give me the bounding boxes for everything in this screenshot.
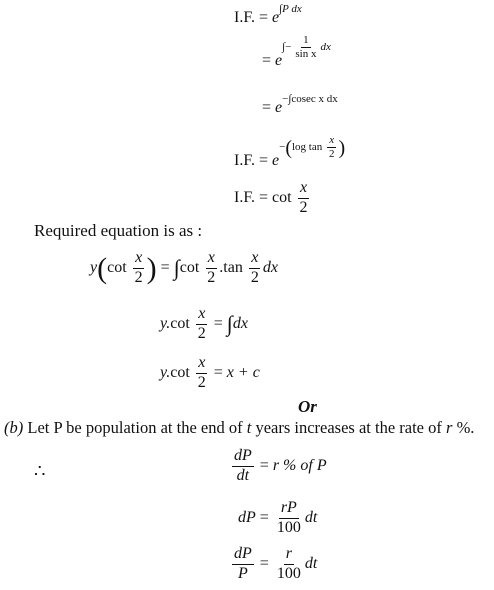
if-exponent: ∫P dx — [279, 3, 302, 15]
equation-line-1: y(cot $\frac{x}{2}$ ) = ∫cot $\frac{x}{2}$ .tan $\frac{x}{2}$ dx — [90, 249, 278, 286]
if-line-3: = $e^{-\int cosec x dx}$ — [262, 93, 338, 116]
if-exponent-2: ∫− 1 sin x dx — [282, 34, 331, 60]
if-line-4: I.F. = $e^{-(log tan \frac{x}{2} )}$ — [234, 134, 346, 170]
if-line-2: = $e^{\int- \frac{1}{\text{sin x}} dx}$ — [262, 34, 331, 70]
rate-equation-2: dP = $\frac{rP}{100}$ dt — [238, 499, 318, 536]
if-line-1: I.F. = $e^{\int P dx}$ — [234, 3, 302, 26]
rate-equation-1: $\frac{dP}{dt}$ = r % of P — [234, 447, 327, 484]
equation-line-3: y.cot $\frac{x}{2}$ = x + c — [160, 354, 260, 391]
part-b-statement: (b) Let P be population at the end of t years increases at the rate of r %. — [4, 418, 475, 437]
rate-equation-3: $\frac{dP}{P}$ = $\frac{r}{100}$ dt — [234, 545, 318, 582]
equation-line-2: y.cot $\frac{x}{2}$ = ∫dx — [160, 305, 248, 342]
therefore-symbol: ∴ — [34, 461, 46, 481]
if-label: I.F. — [234, 9, 255, 26]
if-exponent-3: −∫cosec x dx — [282, 93, 338, 105]
required-equation-text: Required equation is as : — [34, 221, 203, 240]
if-exponent-4: −(log tan x 2 ) — [279, 134, 346, 160]
if-line-5: I.F. = cot $\frac{x}{2}$ — [234, 179, 308, 216]
or-heading: Or — [298, 397, 317, 416]
